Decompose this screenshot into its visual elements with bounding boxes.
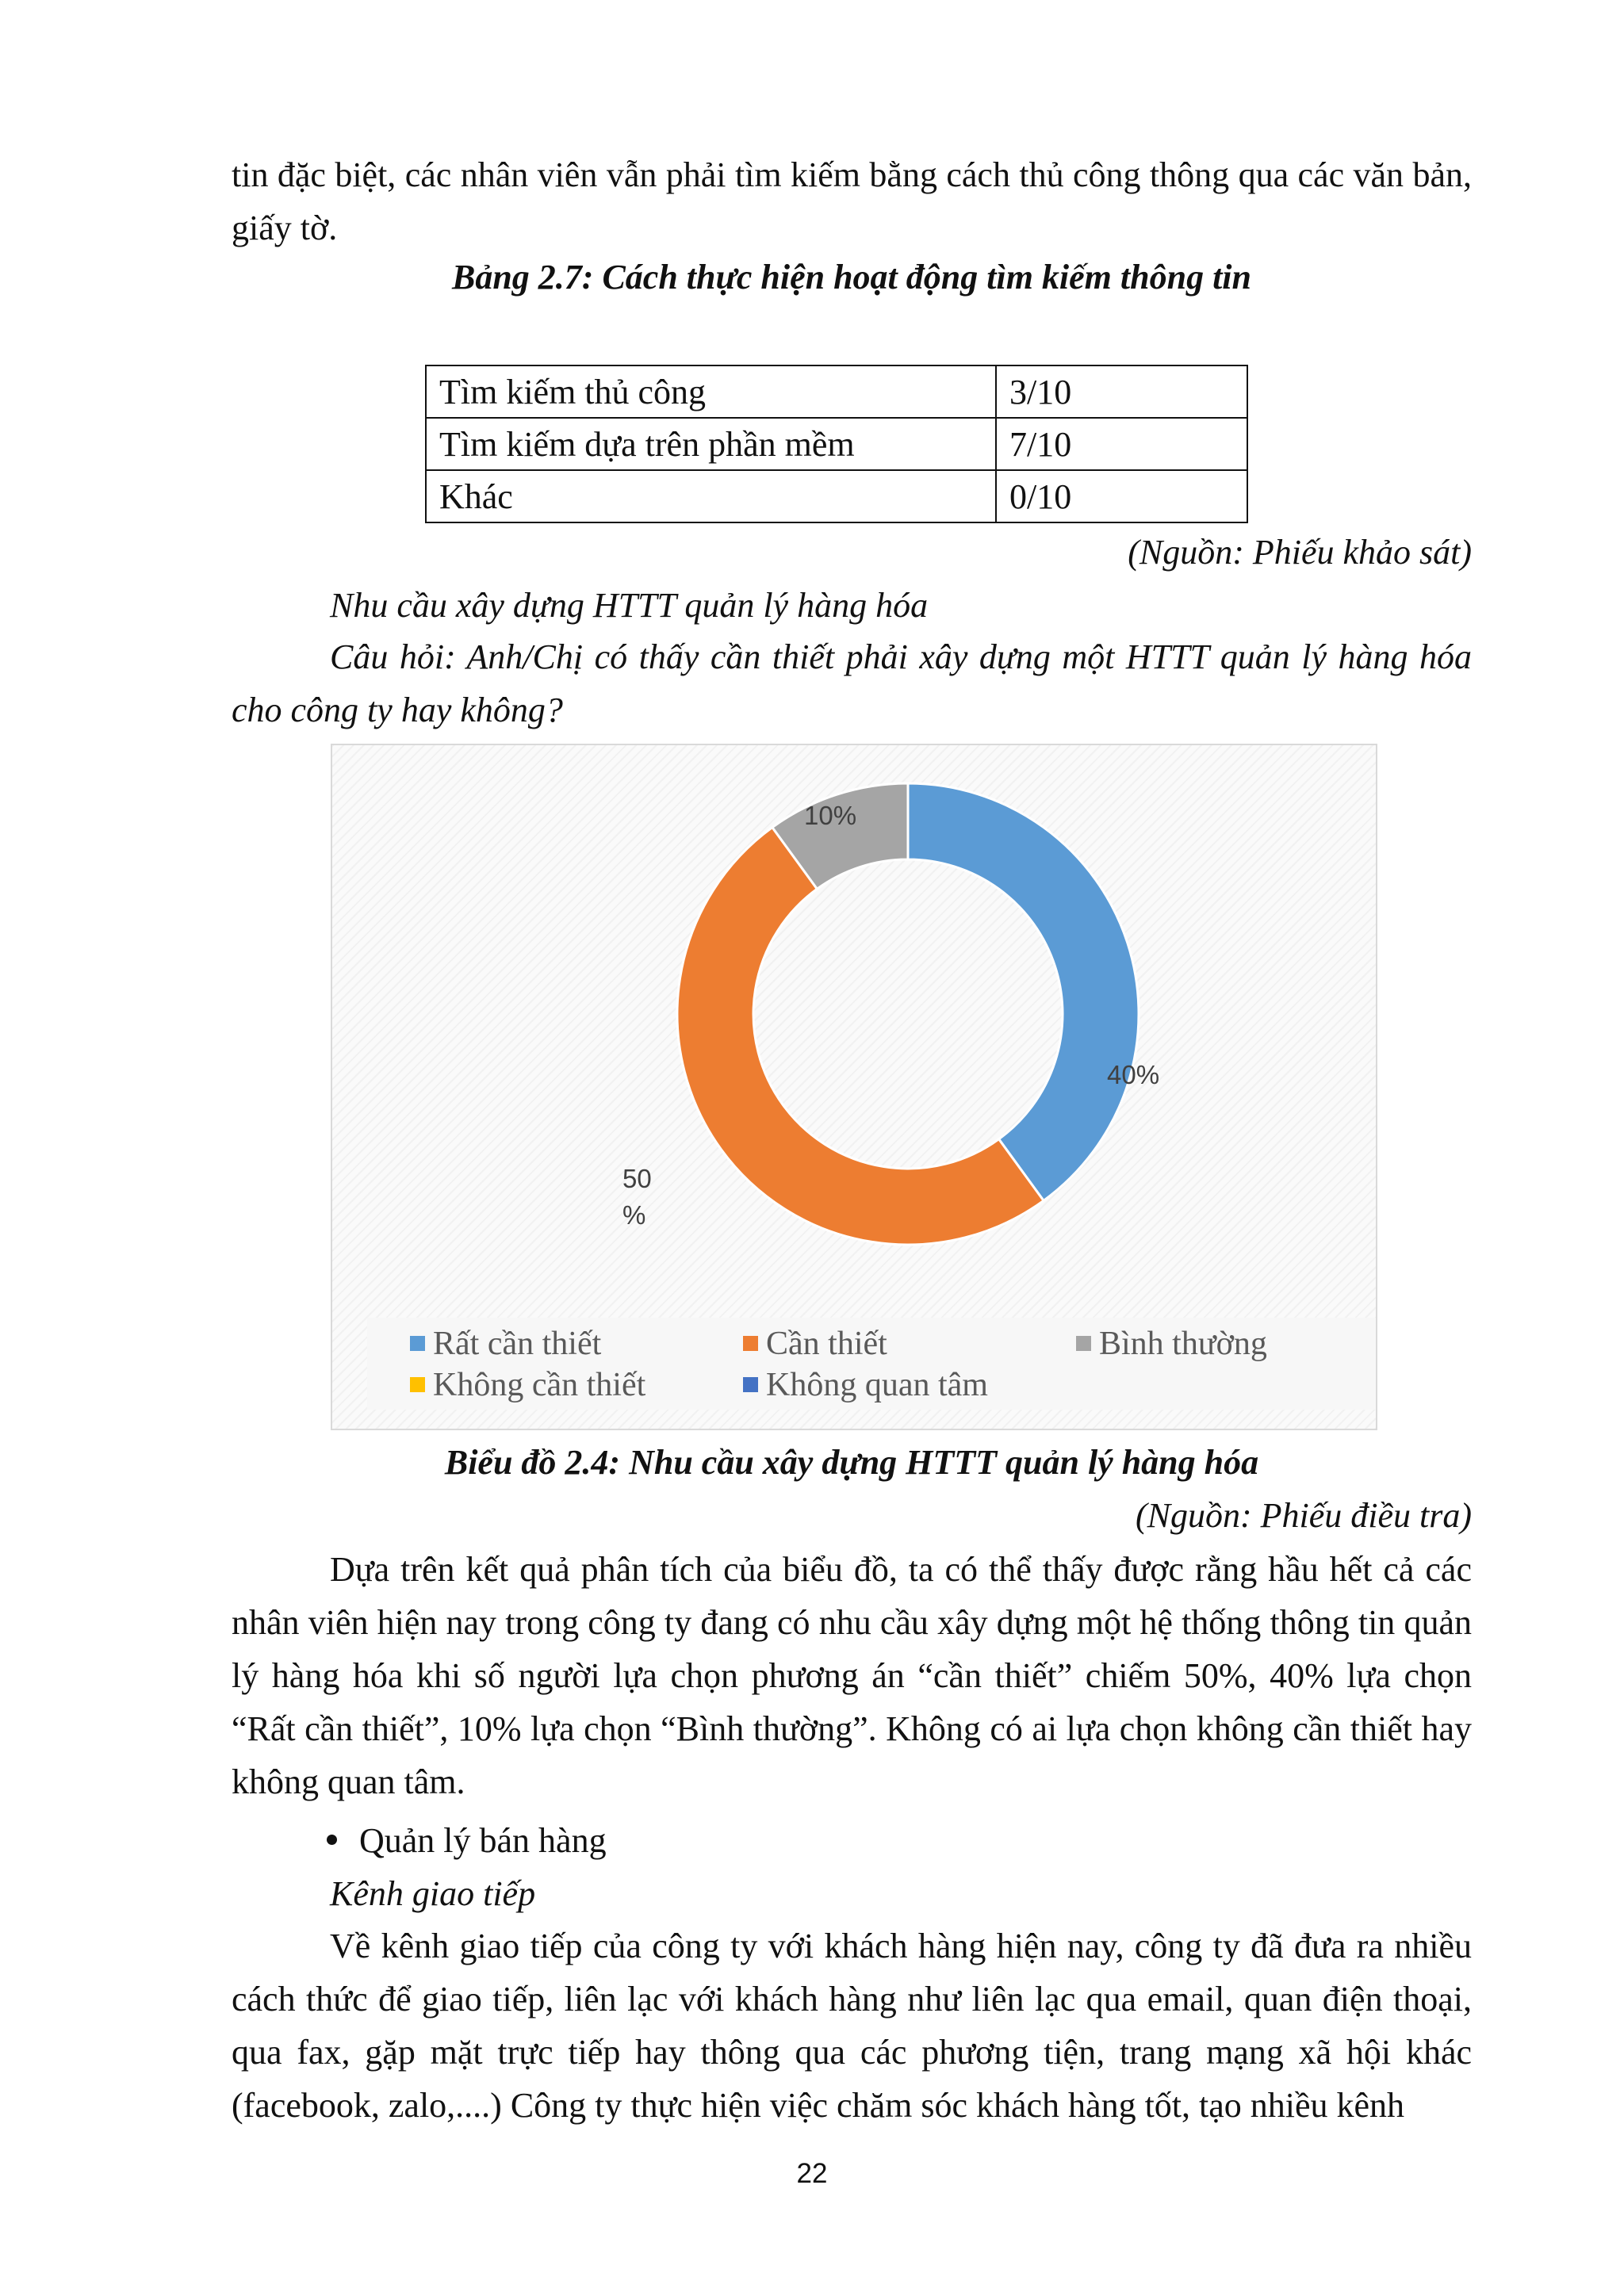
- legend-item-khong-quan-tam: [743, 1364, 988, 1406]
- legend-item-rat-can-thiet: [410, 1322, 601, 1365]
- legend-label: Rất cần thiết: [433, 1326, 602, 1362]
- legend-item-can-thiet: [743, 1322, 887, 1365]
- donut-slice-0: [908, 783, 1139, 1200]
- data-label-can-thiet: 50 %: [622, 1164, 652, 1230]
- doughnut-chart: [331, 744, 1377, 1430]
- table-cell-value: 7/10: [996, 418, 1247, 470]
- legend-item-binh-thuong: [1076, 1322, 1267, 1365]
- analysis-paragraph: Dựa trên kết quả phân tích của biểu đồ, ta có thể thấy được rằng hầu hết cả các nhân viên hiện nay trong công ty đang có nhu cầu xây dựng một hệ thống thông tin quản lý hàng hóa khi số người lựa chọn phương án “cần thiết” chiếm 50%, 40% lựa chọn “Rất cần thiết”, 10% lựa chọn “Bình thường”. Không có ai lựa chọn không cần thiết hay không quan tâm.: [232, 1550, 1472, 1801]
- bullet-item: [327, 1814, 607, 1867]
- survey-table: [425, 365, 1248, 523]
- table-caption: Bảng 2.7: Cách thực hiện hoạt động tìm kiếm thông tin: [451, 258, 1251, 297]
- donut-slice-1: [677, 828, 1044, 1245]
- legend-label: Không quan tâm: [766, 1367, 988, 1403]
- legend-swatch: [743, 1377, 758, 1392]
- page-number: 22: [796, 2158, 828, 2189]
- table-cell-label: Khác: [426, 470, 996, 522]
- legend-label: Không cần thiết: [433, 1367, 646, 1403]
- table-cell-label: Tìm kiếm dựa trên phần mềm: [426, 418, 996, 470]
- section-heading: Nhu cầu xây dựng HTTT quản lý hàng hóa: [330, 586, 929, 625]
- table-source: (Nguồn: Phiếu khảo sát): [1128, 533, 1472, 572]
- subheading: Kênh giao tiếp: [330, 1874, 536, 1913]
- chart-source: (Nguồn: Phiếu điều tra): [1135, 1496, 1472, 1535]
- data-label-binh-thuong: 10%: [804, 801, 857, 830]
- bullet-icon: [327, 1835, 337, 1845]
- channel-paragraph: Về kênh giao tiếp của công ty với khách hàng hiện nay, công ty đã đưa ra nhiều cách thức để giao tiếp, liên lạc với khách hàng như liên lạc qua email, quan điện thoại, qua fax, gặp mặt trực tiếp hay thông qua các phương tiện, trang mạng xã hội khác (facebook, zalo,....) Công ty thực hiện việc chăm sóc khách hàng tốt, tạo nhiều kênh: [232, 1927, 1472, 2125]
- chart-legend: [367, 1318, 1376, 1410]
- intro-paragraph: tin đặc biệt, các nhân viên vẫn phải tìm kiếm bằng cách thủ công thông qua các văn bản, giấy tờ.: [232, 155, 1472, 247]
- table-row: [426, 365, 1247, 418]
- legend-swatch: [1076, 1336, 1091, 1351]
- legend-label: Cần thiết: [766, 1326, 887, 1362]
- data-label-rat-can-thiet: 40%: [1107, 1060, 1160, 1089]
- table-cell-label: Tìm kiếm thủ công: [426, 365, 996, 418]
- table-row: [426, 470, 1247, 522]
- legend-label: Bình thường: [1099, 1326, 1267, 1362]
- chart-caption: Biểu đồ 2.4: Nhu cầu xây dựng HTTT quản lý hàng hóa: [444, 1443, 1259, 1482]
- table-cell-value: 3/10: [996, 365, 1247, 418]
- legend-swatch: [410, 1336, 425, 1351]
- bullet-text: Quản lý bán hàng: [359, 1821, 607, 1860]
- legend-swatch: [743, 1336, 758, 1351]
- table-row: [426, 418, 1247, 470]
- survey-question: Câu hỏi: Anh/Chị có thấy cần thiết phải xây dựng một HTTT quản lý hàng hóa cho công ty hay không?: [232, 637, 1472, 729]
- legend-item-khong-can-thiet: [410, 1364, 645, 1406]
- legend-swatch: [410, 1377, 425, 1392]
- table-cell-value: 0/10: [996, 470, 1247, 522]
